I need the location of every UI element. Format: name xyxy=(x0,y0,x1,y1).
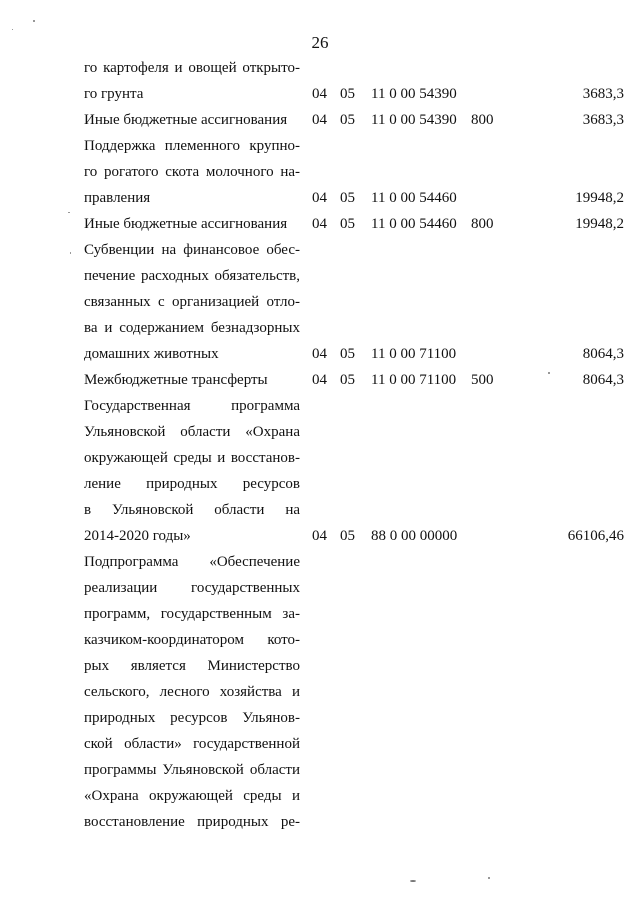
description-line: связанных с организацией отло- xyxy=(84,294,300,310)
target-article-code: 88 0 00 00000 xyxy=(371,528,458,544)
row-description xyxy=(84,133,300,211)
table-row xyxy=(84,367,624,393)
subsection-code: 05 xyxy=(340,528,355,544)
description-line: го картофеля и овощей открыто- xyxy=(84,60,300,76)
scan-speck xyxy=(410,880,416,882)
subsection-code: 05 xyxy=(340,190,355,206)
description-line: окружающей среды и восстанов- xyxy=(84,450,300,466)
description-line: рых является Министерство xyxy=(84,658,300,674)
description-line: Иные бюджетные ассигнования xyxy=(84,112,288,128)
description-line: правления xyxy=(84,190,151,206)
description-line: программ, государственным за- xyxy=(84,606,300,622)
scan-speck xyxy=(33,20,35,22)
scan-speck xyxy=(70,252,71,254)
description-line: печение расходных обязательств, xyxy=(84,268,300,284)
description-line: Иные бюджетные ассигнования xyxy=(84,216,288,232)
description-line: го рогатого скота молочного на- xyxy=(84,164,300,180)
section-code: 04 xyxy=(312,372,327,388)
description-line: в Ульяновской области на xyxy=(84,502,300,518)
description-line: Ульяновской области «Охрана xyxy=(84,424,300,440)
subsection-code: 05 xyxy=(340,346,355,362)
table-row xyxy=(84,107,624,133)
description-line: природных ресурсов Ульянов- xyxy=(84,710,300,726)
amount: 3683,3 xyxy=(582,86,624,102)
amount: 66106,46 xyxy=(567,528,624,544)
description-line: домашних животных xyxy=(84,346,219,362)
section-code: 04 xyxy=(312,346,327,362)
target-article-code: 11 0 00 54460 xyxy=(371,190,457,206)
description-line: сельского, лесного хозяйства и xyxy=(84,684,300,700)
description-line: «Охрана окружающей среды и xyxy=(84,788,300,804)
expense-type-code: 500 xyxy=(471,372,494,388)
description-line: Подпрограмма «Обеспечение xyxy=(84,554,300,570)
target-article-code: 11 0 00 54390 xyxy=(371,112,457,128)
table-row xyxy=(84,133,624,211)
row-description xyxy=(84,393,300,549)
table-row xyxy=(84,211,624,237)
description-line: ва и содержанием безнадзорных xyxy=(84,320,300,336)
scan-speck xyxy=(12,29,13,30)
amount: 19948,2 xyxy=(575,190,624,206)
description-line: программы Ульяновской области xyxy=(84,762,300,778)
description-line: ской области» государственной xyxy=(84,736,300,752)
amount: 8064,3 xyxy=(582,372,624,388)
table-row xyxy=(84,549,624,835)
section-code: 04 xyxy=(312,528,327,544)
target-article-code: 11 0 00 54460 xyxy=(371,216,457,232)
row-description xyxy=(84,211,300,237)
description-line: Межбюджетные трансферты xyxy=(84,372,268,388)
target-article-code: 11 0 00 71100 xyxy=(371,372,457,388)
section-code: 04 xyxy=(312,112,327,128)
subsection-code: 05 xyxy=(340,86,355,102)
description-line: ление природных ресурсов xyxy=(84,476,300,492)
target-article-code: 11 0 00 71100 xyxy=(371,346,457,362)
page-number: 26 xyxy=(311,33,329,52)
amount: 3683,3 xyxy=(582,112,624,128)
expense-type-code: 800 xyxy=(471,112,494,128)
budget-table xyxy=(84,55,624,835)
table-row xyxy=(84,55,624,107)
scan-speck xyxy=(488,877,490,879)
description-line: 2014-2020 годы» xyxy=(84,528,191,544)
description-line: реализации государственных xyxy=(84,580,300,596)
description-line: го грунта xyxy=(84,86,144,102)
section-code: 04 xyxy=(312,190,327,206)
table-row xyxy=(84,237,624,367)
row-description xyxy=(84,55,300,107)
amount: 19948,2 xyxy=(575,216,624,232)
amount: 8064,3 xyxy=(582,346,624,362)
description-line: казчиком-координатором кото- xyxy=(84,632,300,648)
description-line: Государственная программа xyxy=(84,398,300,414)
description-line: Субвенции на финансовое обес- xyxy=(84,242,300,258)
section-code: 04 xyxy=(312,86,327,102)
description-line: Поддержка племенного крупно- xyxy=(84,138,300,154)
row-description xyxy=(84,237,300,367)
subsection-code: 05 xyxy=(340,216,355,232)
row-description xyxy=(84,107,300,133)
target-article-code: 11 0 00 54390 xyxy=(371,86,457,102)
scan-speck xyxy=(68,212,70,213)
row-description xyxy=(84,549,300,835)
subsection-code: 05 xyxy=(340,372,355,388)
section-code: 04 xyxy=(312,216,327,232)
row-description xyxy=(84,367,300,393)
expense-type-code: 800 xyxy=(471,216,494,232)
scan-speck xyxy=(548,372,550,374)
subsection-code: 05 xyxy=(340,112,355,128)
description-line: восстановление природных ре- xyxy=(84,814,300,830)
table-row xyxy=(84,393,624,549)
